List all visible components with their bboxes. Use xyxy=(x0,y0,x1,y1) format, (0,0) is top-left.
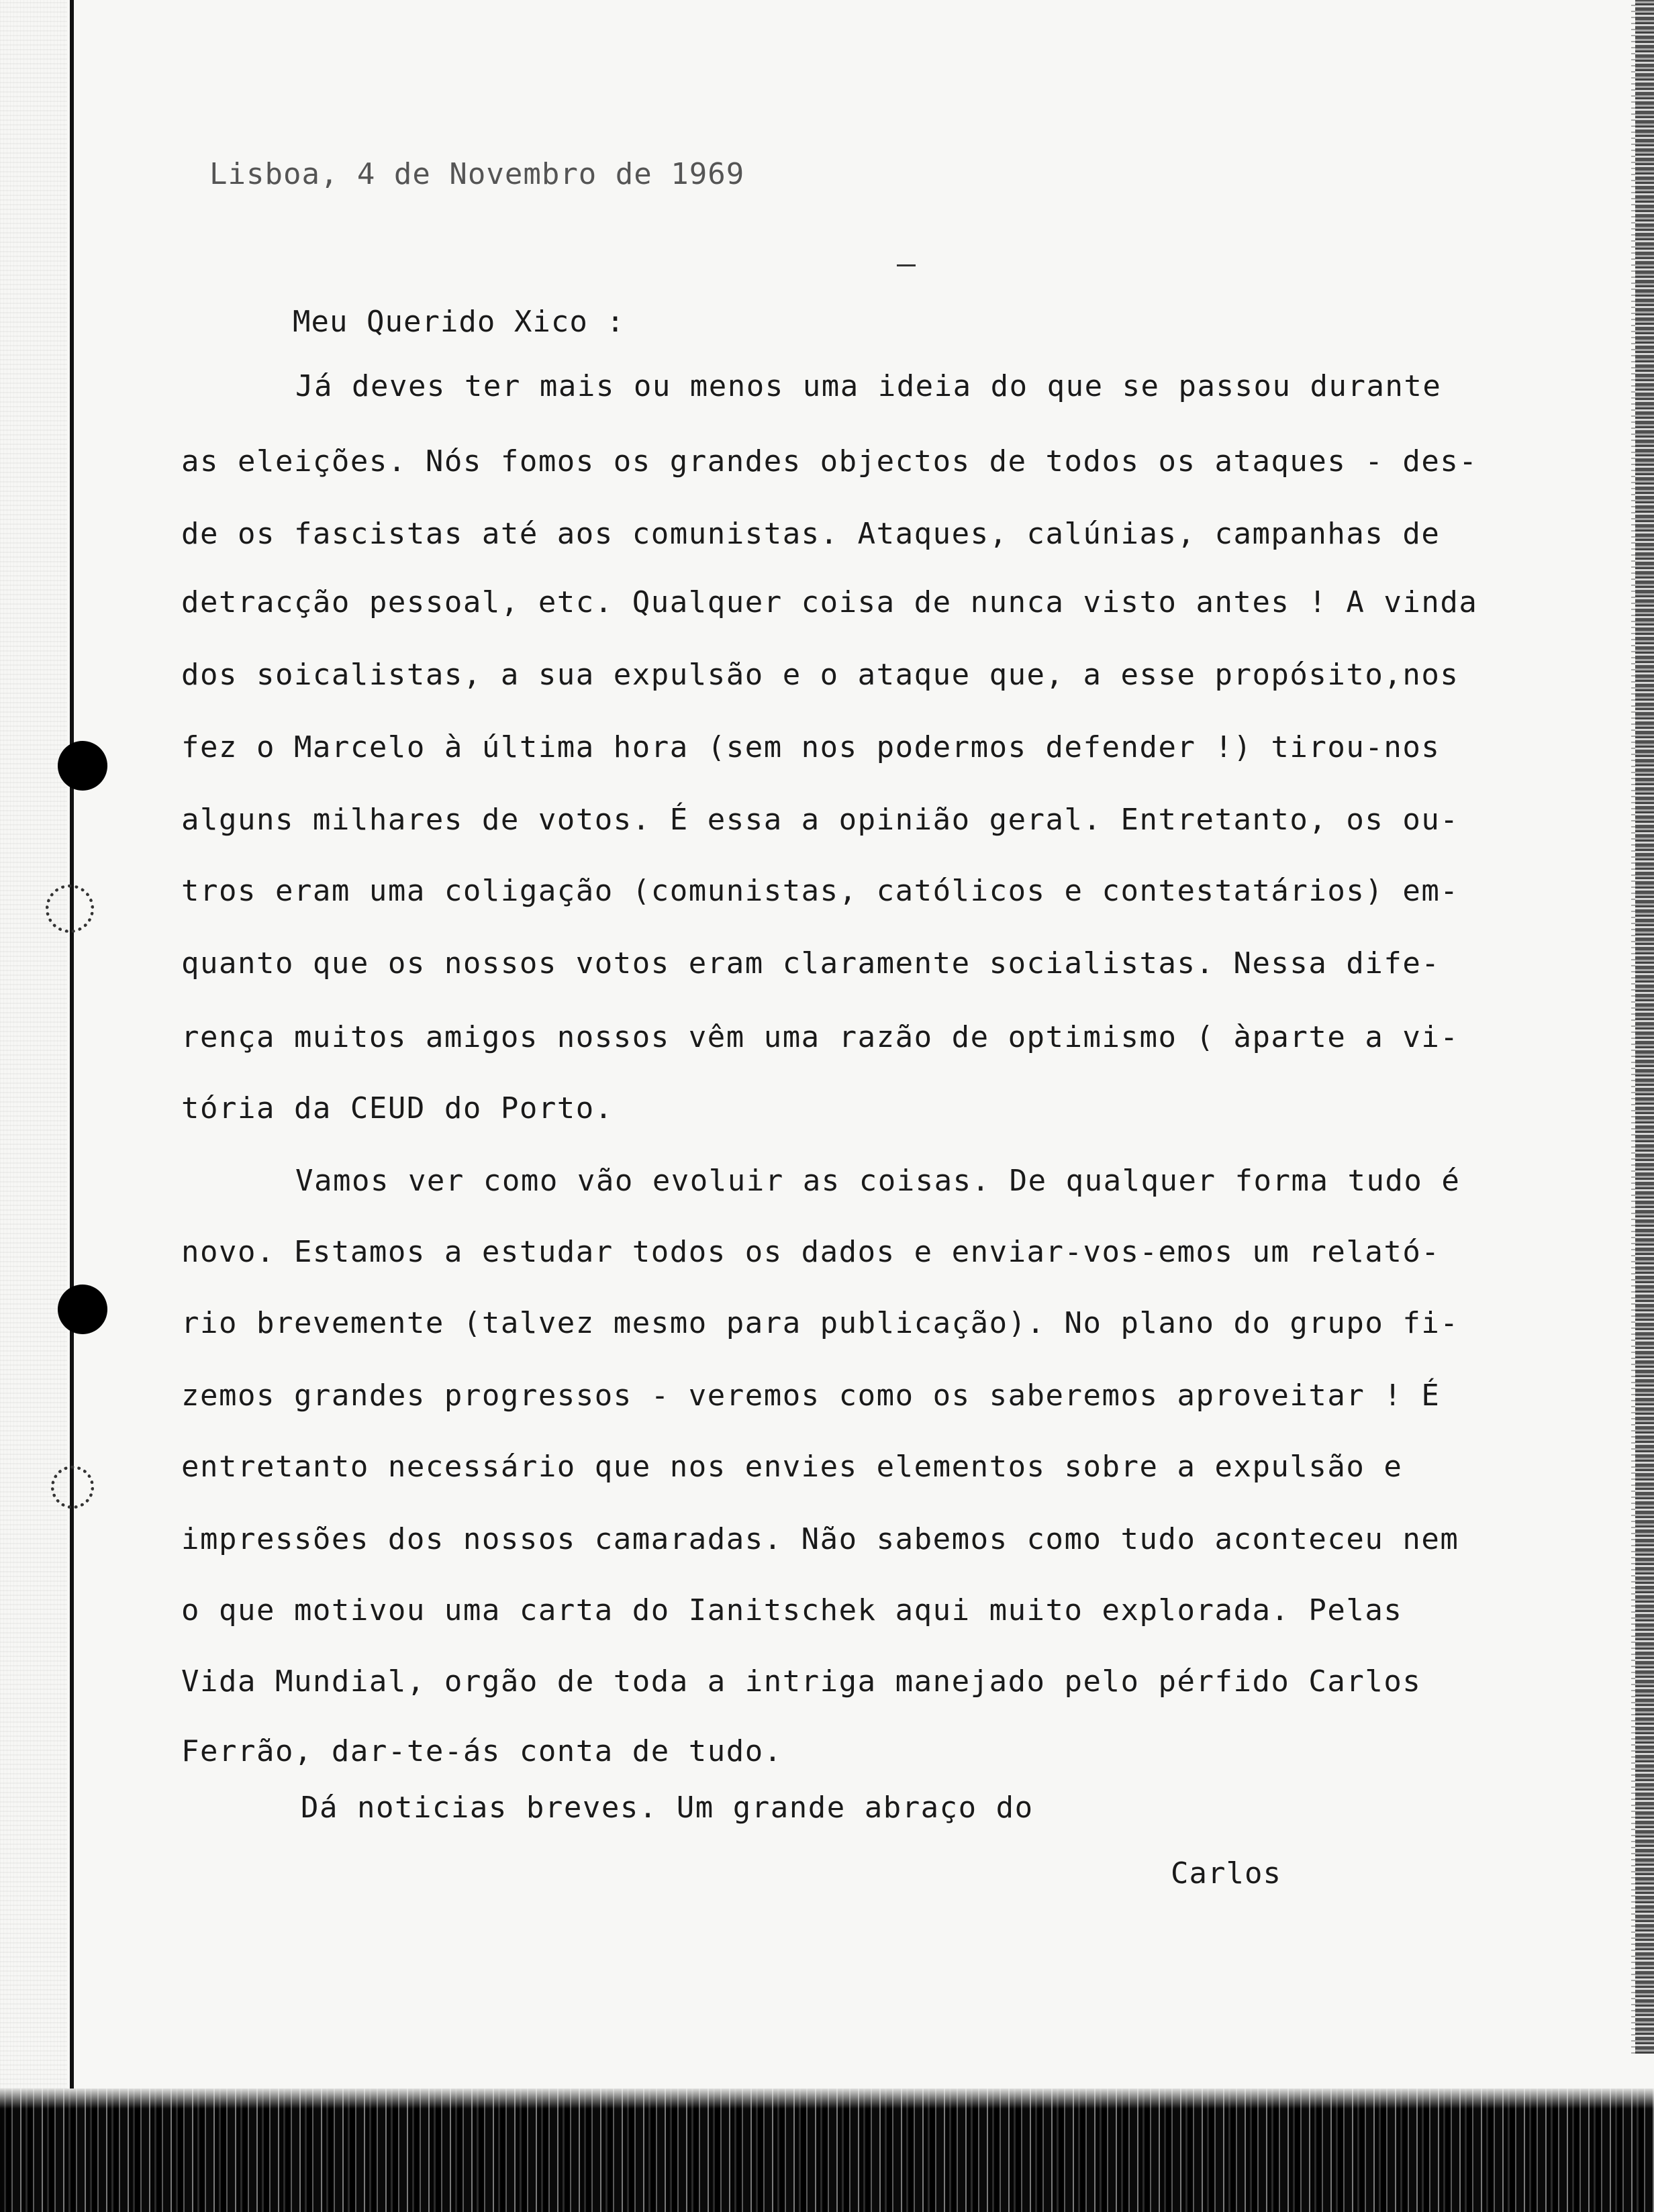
body-line-6: fez o Marcelo à última hora (sem nos podermos defender !) tirou-nos xyxy=(181,730,1441,764)
body-line-13: novo. Estamos a estudar todos os dados e enviar-vos-emos um relató- xyxy=(181,1235,1441,1269)
punch-hole-bottom xyxy=(58,1285,107,1334)
body-line-19: Vida Mundial, orgão de toda a intriga manejado pelo pérfido Carlos xyxy=(181,1664,1422,1699)
scan-bottom-band xyxy=(0,2089,1654,2212)
body-line-7: alguns milhares de votos. É essa a opinião geral. Entretanto, os ou- xyxy=(181,803,1459,837)
margin-rule xyxy=(70,0,74,2148)
scan-right-edge-shadow xyxy=(1631,0,1635,2054)
punch-hole-top xyxy=(58,741,107,791)
body-line-8: tros eram uma coligação (comunistas, católicos e contestatários) em- xyxy=(181,874,1459,908)
scan-right-edge xyxy=(1635,0,1654,2054)
letter-date: Lisboa, 4 de Novembro de 1969 xyxy=(209,157,745,191)
body-line-10: rença muitos amigos nossos vêm uma razão de optimismo ( àparte a vi- xyxy=(181,1020,1459,1054)
body-line-15: zemos grandes progressos - veremos como os saberemos aproveitar ! É xyxy=(181,1378,1441,1413)
scan-left-edge xyxy=(0,0,67,2094)
body-line-4: detracção pessoal, etc. Qualquer coisa de nunca visto antes ! A vinda xyxy=(181,585,1478,619)
body-line-21: Dá noticias breves. Um grande abraço do xyxy=(301,1791,1034,1825)
letter-signature: Carlos xyxy=(1171,1856,1281,1891)
body-line-1: Já deves ter mais ou menos uma ideia do que se passou durante xyxy=(295,369,1442,403)
body-line-14: rio brevemente (talvez mesmo para publicação). No plano do grupo fi- xyxy=(181,1306,1459,1340)
letter-salutation: Meu Querido Xico : xyxy=(293,305,625,339)
body-line-2: as eleições. Nós fomos os grandes objectos de todos os ataques - des- xyxy=(181,444,1478,479)
body-line-9: quanto que os nossos votos eram claramente socialistas. Nessa dife- xyxy=(181,946,1441,981)
punch-hole-outline-bottom xyxy=(51,1466,94,1509)
punch-hole-outline-top xyxy=(46,885,94,933)
body-line-11: tória da CEUD do Porto. xyxy=(181,1091,614,1125)
body-line-16: entretanto necessário que nos envies elementos sobre a expulsão e xyxy=(181,1450,1403,1484)
body-line-18: o que motivou uma carta do Ianitschek aqui muito explorada. Pelas xyxy=(181,1593,1403,1627)
body-line-20: Ferrão, dar-te-ás conta de tudo. xyxy=(181,1734,783,1768)
stray-ink-mark xyxy=(897,264,916,266)
body-line-12: Vamos ver como vão evoluir as coisas. De qualquer forma tudo é xyxy=(295,1164,1461,1198)
body-line-3: de os fascistas até aos comunistas. Ataques, calúnias, campanhas de xyxy=(181,517,1441,551)
body-line-17: impressões dos nossos camaradas. Não sabemos como tudo aconteceu nem xyxy=(181,1522,1459,1556)
body-line-5: dos soicalistas, a sua expulsão e o ataque que, a esse propósito,nos xyxy=(181,658,1459,692)
